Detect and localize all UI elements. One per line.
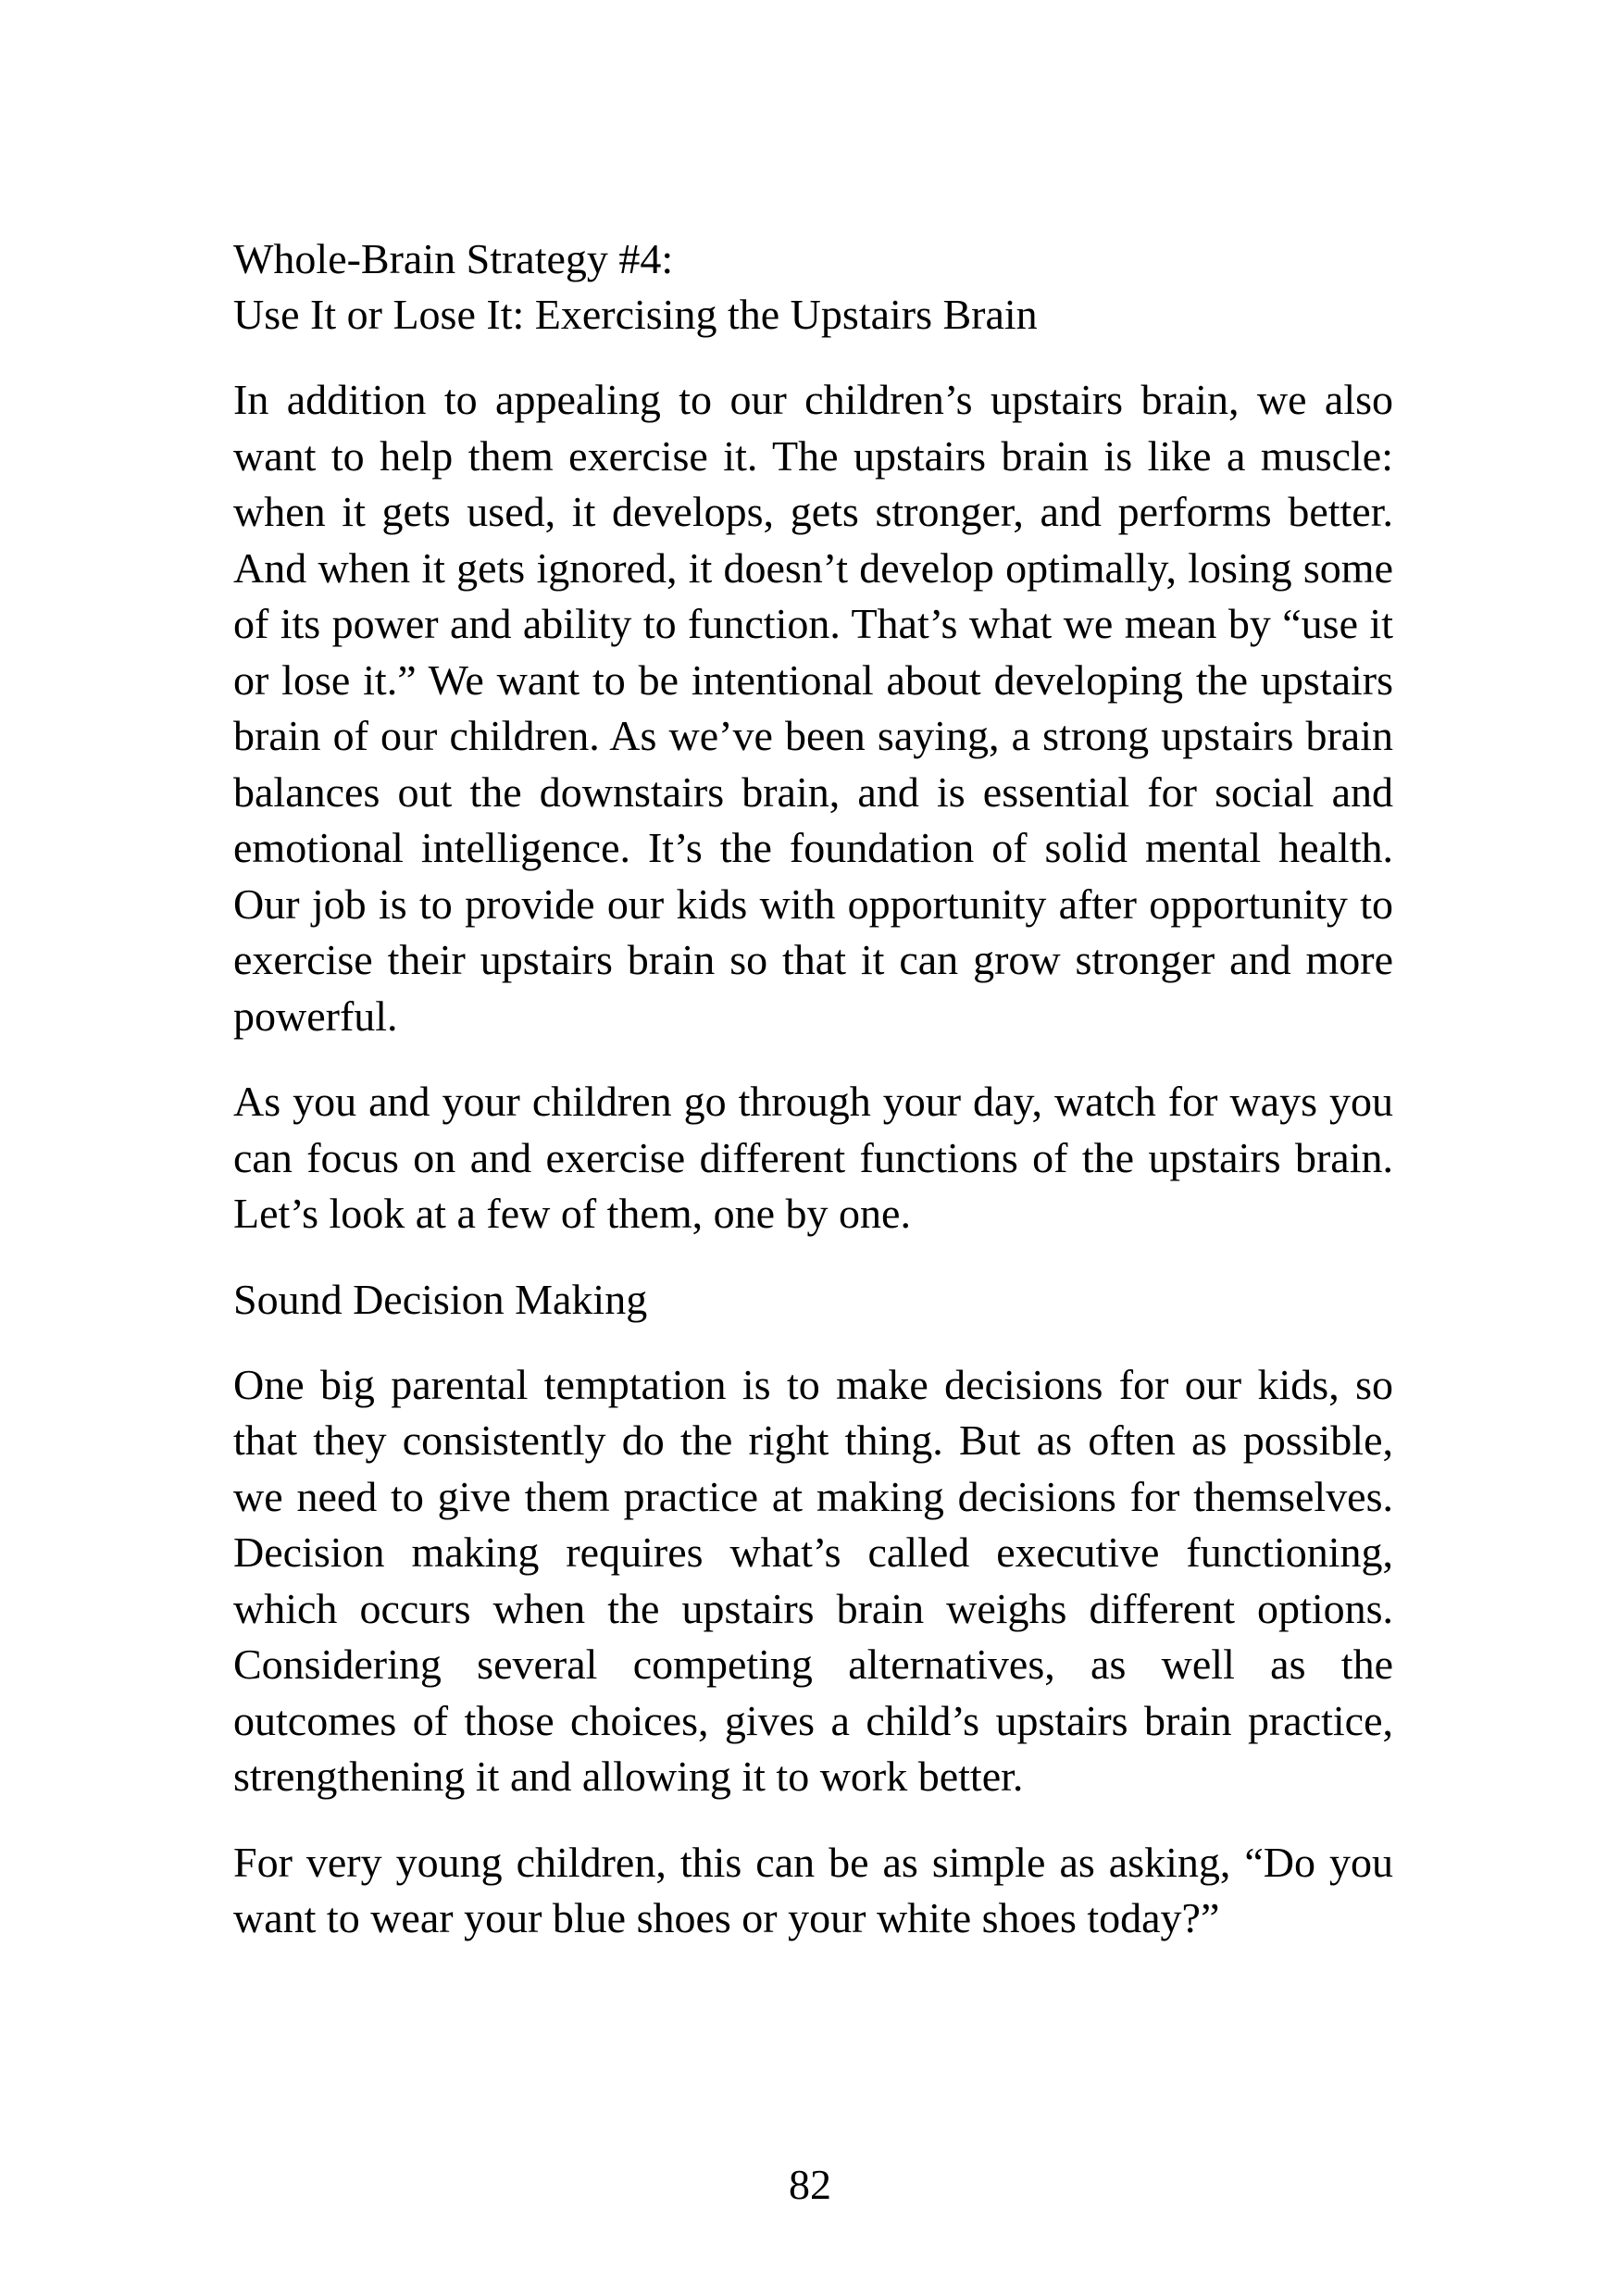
page-number: 82: [789, 2161, 831, 2208]
section-heading: [233, 231, 1393, 343]
paragraph: For very young children, this can be as simple as asking, “Do you want to wear your blue shoes or your white shoes today?”: [233, 1838, 1393, 1941]
paragraph: In addition to appealing to our children’s upstairs brain, we also want to help them exercise it. The upstairs brain is like a muscle: when it gets used, it develops, gets stronger, and performs better. And when it gets ignored, it doesn’t develop optimally, losing some of its power and ability to function. That’s what we mean by “use it or lose it.” We want to be intentional about developing the upstairs brain of our children. As we’ve been saying, a strong upstairs brain balances out the downstairs brain, and is essential for social and emotional intelligence. It’s the foundation of solid mental health. Our job is to provide our kids with opportunity after opportunity to exercise their upstairs brain so that it can grow stronger and more powerful.: [233, 376, 1393, 1040]
heading-line-2: Use It or Lose It: Exercising the Upstairs Brain: [233, 291, 1038, 338]
paragraph: As you and your children go through your day, watch for ways you can focus on and exercise different functions of the upstairs brain. Let’s look at a few of them, one by one.: [233, 1078, 1393, 1237]
heading-line-1: Whole-Brain Strategy #4:: [233, 235, 674, 282]
subheading: Sound Decision Making: [233, 1275, 648, 1323]
page-content: [233, 231, 1393, 1977]
paragraph: One big parental temptation is to make decisions for our kids, so that they consistently do the right thing. But as often as possible, we need to give them practice at making decisions for themselves. Decision making requires what’s called executive functioning, which occurs when the upstairs brain weighs different options. Considering several competing alternatives, as well as the outcomes of those choices, gives a child’s upstairs brain practice, strengthening it and allowing it to work better.: [233, 1360, 1393, 1800]
